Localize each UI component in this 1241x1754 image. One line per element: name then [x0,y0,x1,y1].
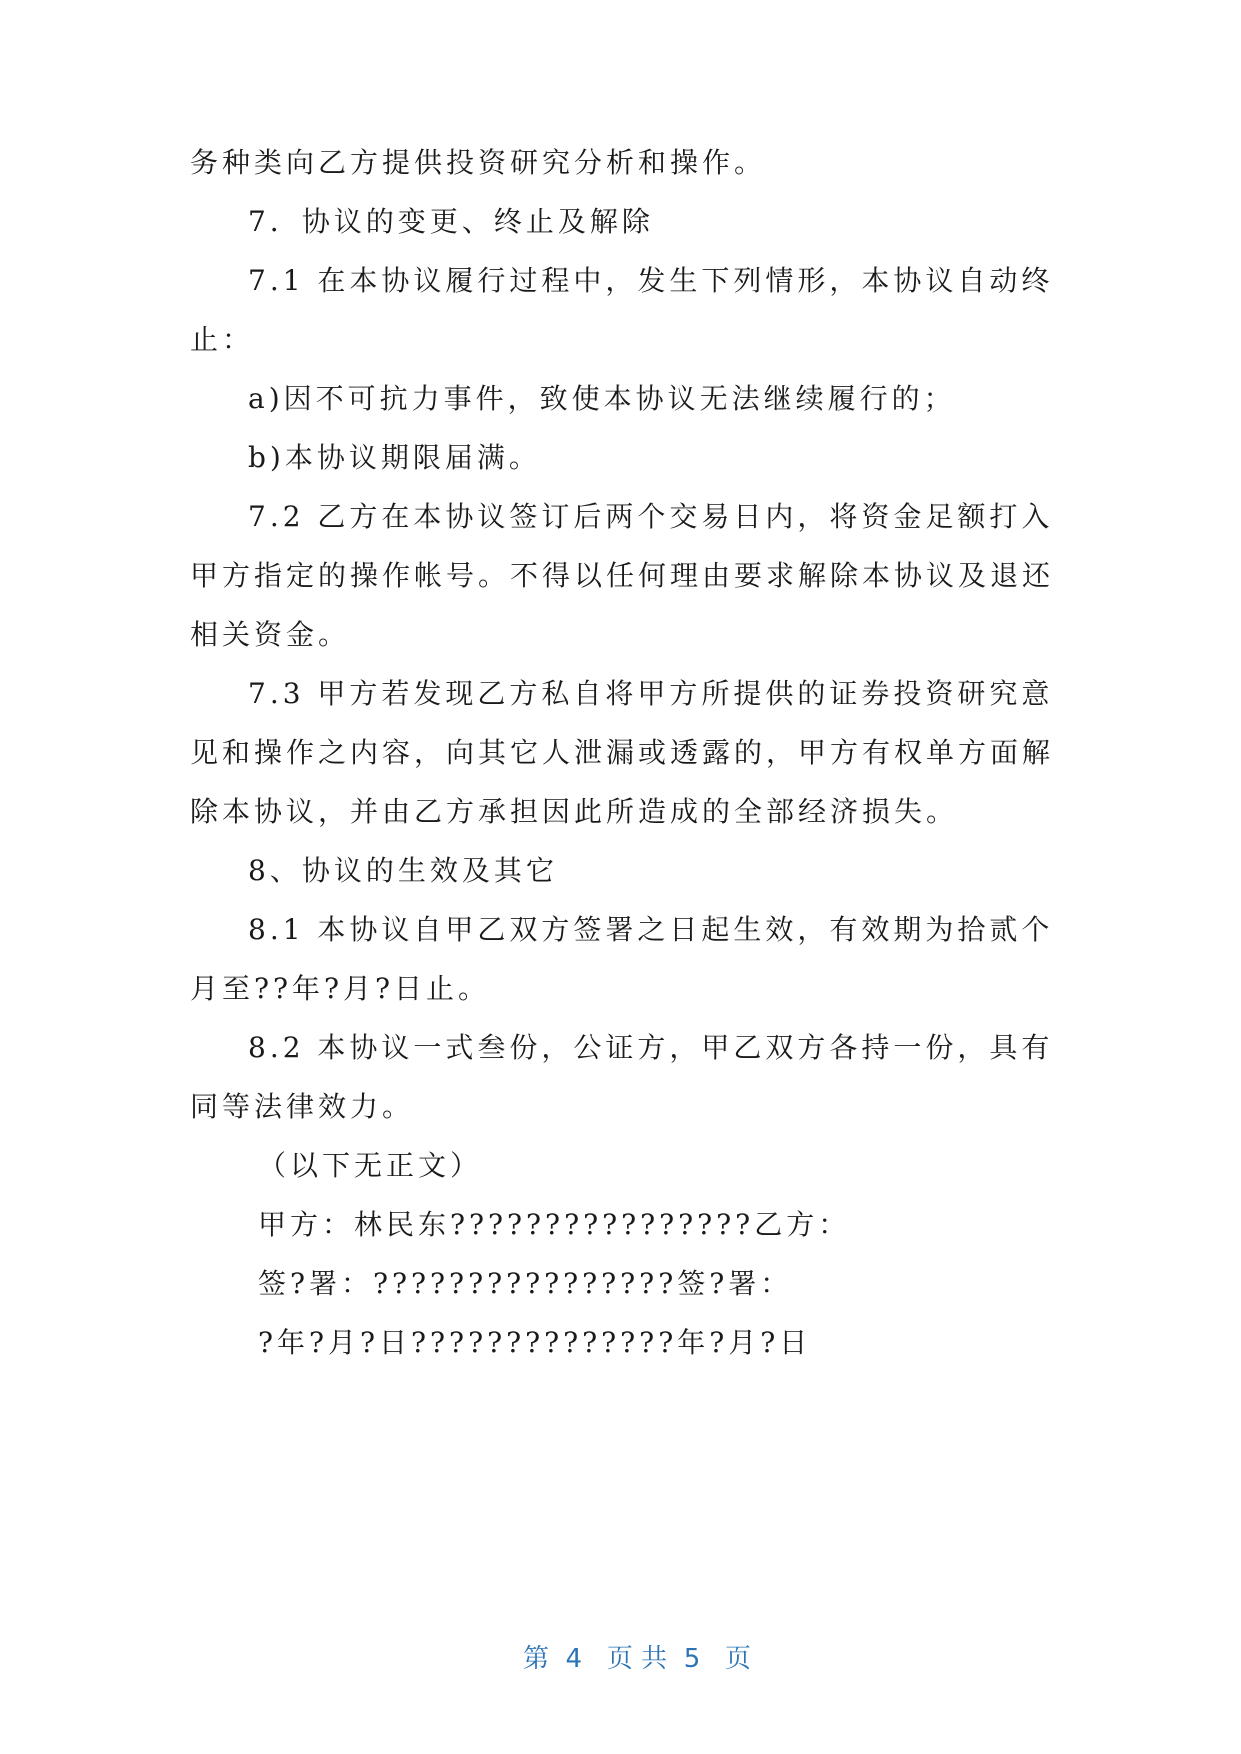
text-line: 止： [190,323,255,356]
text-line: 甲方指定的操作帐号。不得以任何理由要求解除本协议及退还 [190,559,1055,592]
signature-sign-line: 签?署：????????????????签?署： [258,1267,793,1300]
text-line: 除本协议，并由乙方承担因此所造成的全部经济损失。 [190,795,959,828]
text-line: 7.3 甲方若发现乙方私自将甲方所提供的证券投资研究意 [248,677,1054,710]
text-line: a)因不可抗力事件，致使本协议无法继续履行的； [248,382,956,415]
text-line: 7.1 在本协议履行过程中，发生下列情形，本协议自动终 [248,264,1054,297]
text-line: b)本协议期限届满。 [248,441,541,474]
signature-date-line: ?年?月?日??????????????年?月?日 [258,1326,812,1359]
text-line: 同等法律效力。 [190,1090,415,1123]
section-heading: 8、协议的生效及其它 [248,854,558,887]
end-of-text-note: （以下无正文） [258,1149,483,1182]
text-line: 7.2 乙方在本协议签订后两个交易日内，将资金足额打入 [248,500,1054,533]
text-line: 8.1 本协议自甲乙双方签署之日起生效，有效期为拾贰个 [248,913,1054,946]
page-number-footer [0,1608,1241,1710]
text-line: 8.2 本协议一式叁份，公证方，甲乙双方各持一份，具有 [248,1031,1054,1064]
page-number-text: 第 4 页 共 5 页 [523,1644,752,1674]
text-line: 务种类向乙方提供投资研究分析和操作。 [190,146,767,179]
text-line: 月至??年?月?日止。 [190,972,491,1005]
text-line: 见和操作之内容，向其它人泄漏或透露的，甲方有权单方面解 [190,736,1055,769]
section-heading: 7．协议的变更、终止及解除 [248,205,654,238]
text-line: 相关资金。 [190,618,351,651]
signature-party-line: 甲方：林民东????????????????乙方： [258,1208,851,1241]
